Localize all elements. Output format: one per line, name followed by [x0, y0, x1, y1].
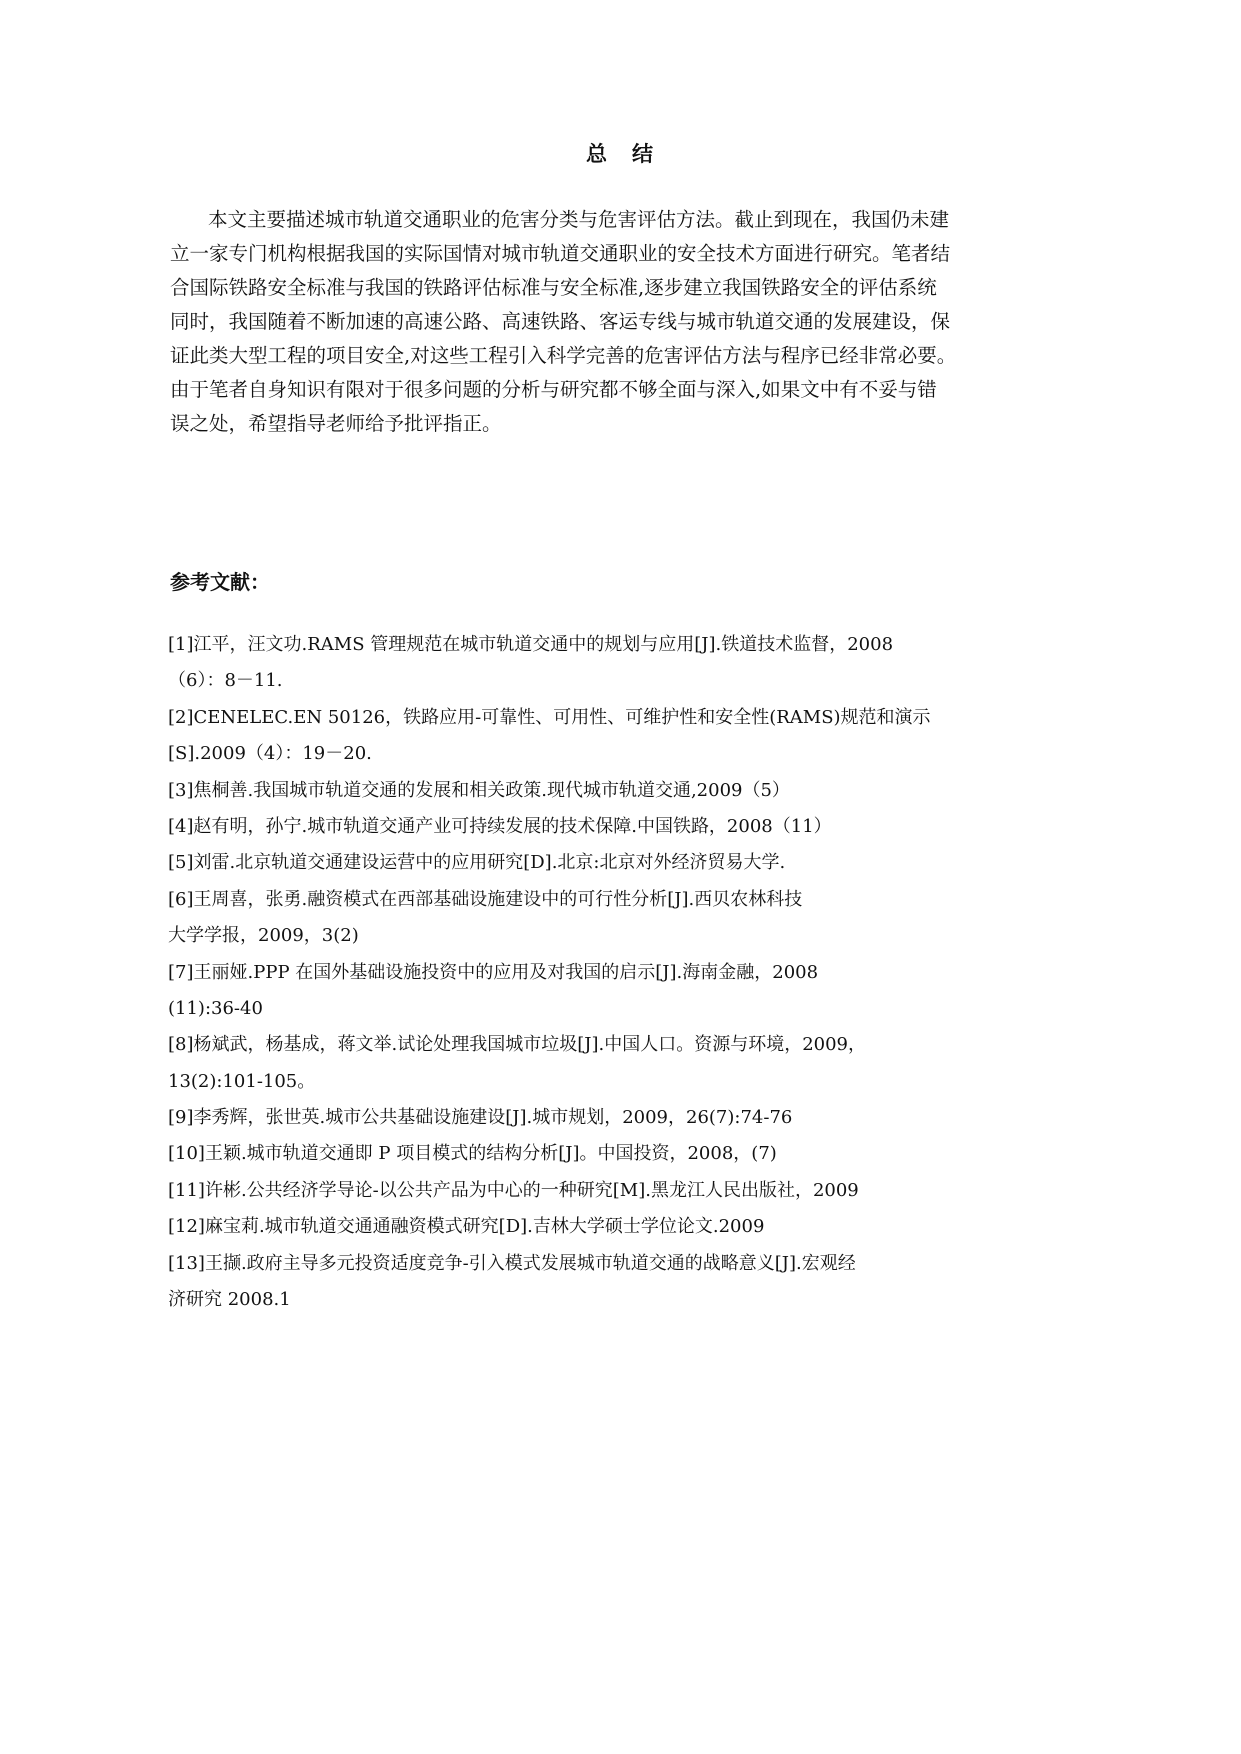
reference-line: [10]王颖.城市轨道交通即 P 项目模式的结构分析[J]。中国投资，2008，(7) [168, 1143, 777, 1165]
reference-line: 大学学报，2009，3(2) [168, 925, 359, 947]
reference-line: [4]赵有明，孙宁.城市轨道交通产业可持续发展的技术保障.中国铁路，2008（11） [168, 815, 832, 837]
reference-list [168, 627, 968, 1318]
reference-line: [S].2009（4）：19－20. [168, 743, 372, 765]
reference-line: [6]王周喜，张勇.融资模式在西部基础设施建设中的可行性分析[J].西贝农林科技 [168, 888, 803, 910]
reference-line: [1]江平，汪文功.RAMS 管理规范在城市轨道交通中的规划与应用[J].铁道技术监督，2008 [168, 634, 894, 655]
reference-line: [8]杨斌武，杨基成，蒋文举.试论处理我国城市垃圾[J].中国人口。资源与环境，2009， [168, 1034, 867, 1056]
text-line: 误之处，希望指导老师给予批评指正。 [170, 412, 502, 435]
reference-line: (11):36-40 [168, 997, 263, 1019]
reference-line: 13(2):101-105。 [168, 1070, 316, 1092]
text-line: 合国际铁路安全标准与我国的铁路评估标准与安全标准,逐步建立我国铁路安全的评估系统 [170, 276, 937, 299]
summary-paragraph [170, 203, 970, 441]
reference-line: [5]刘雷.北京轨道交通建设运营中的应用研究[D].北京:北京对外经济贸易大学. [168, 852, 786, 874]
reference-line: [2]CENELEC.EN 50126，铁路应用-可靠性、可用性、可维护性和安全性(RAMS)规范和演示 [168, 706, 931, 728]
text-line: 由于笔者自身知识有限对于很多问题的分析与研究都不够全面与深入,如果文中有不妥与错 [170, 378, 937, 401]
references-heading: 参考文献： [170, 570, 270, 594]
reference-line: [13]王撷.政府主导多元投资适度竞争-引入模式发展城市轨道交通的战略意义[J].宏观经 [168, 1252, 856, 1274]
reference-line: [3]焦桐善.我国城市轨道交通的发展和相关政策.现代城市轨道交通,2009（5） [168, 779, 790, 801]
reference-line: [12]麻宝莉.城市轨道交通通融资模式研究[D].吉林大学硕士学位论文.2009 [168, 1216, 765, 1238]
reference-line: （6）：8－11. [168, 670, 283, 692]
text-line: 同时，我国随着不断加速的高速公路、高速铁路、客运专线与城市轨道交通的发展建设，保 [170, 310, 951, 333]
text-line: 本文主要描述城市轨道交通职业的危害分类与危害评估方法。截止到现在，我国仍未建 [208, 208, 950, 231]
text-line: 证此类大型工程的项目安全,对这些工程引入科学完善的危害评估方法与程序已经非常必要。 [170, 344, 957, 367]
reference-line: 济研究 2008.1 [168, 1289, 291, 1311]
reference-line: [11]许彬.公共经济学导论-以公共产品为中心的一种研究[M].黑龙江人民出版社，2009 [168, 1179, 859, 1201]
text-line: 立一家专门机构根据我国的实际国情对城市轨道交通职业的安全技术方面进行研究。笔者结 [170, 242, 951, 265]
section-title: 总 结 [586, 141, 655, 166]
reference-line: [9]李秀辉，张世英.城市公共基础设施建设[J].城市规划，2009，26(7):74-76 [168, 1107, 793, 1129]
reference-line: [7]王丽娅.PPP 在国外基础设施投资中的应用及对我国的启示[J].海南金融，2008 [168, 961, 819, 983]
